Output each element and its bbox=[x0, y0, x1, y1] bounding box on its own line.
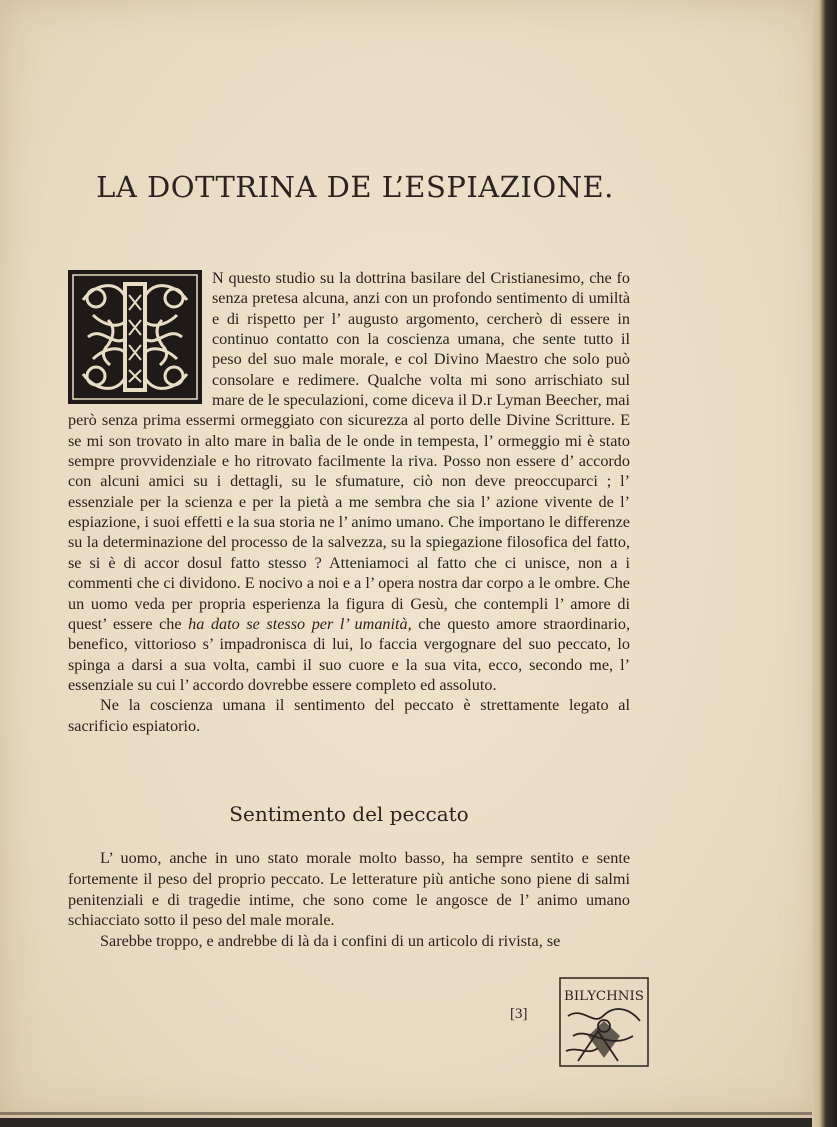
page-number: [3] bbox=[510, 1006, 528, 1022]
bilychnis-vignette-icon bbox=[558, 976, 650, 1068]
paragraph-1-initial: N bbox=[212, 269, 224, 287]
paragraph-2: Ne la coscienza umana il sentimento del peccato è strettamente legato al sacrificio espiatorio. bbox=[68, 696, 630, 735]
section-text bbox=[68, 848, 630, 952]
paragraph-1-text: questo studio su la dottrina basilare del Cristianesimo, che fo senza pretesa alcuna, anzi con un profondo sentimento di umiltà e di rispetto per l’ augusto argomento, cercherò di essere in continuo contatto con la coscienza umana, che sente tutto il peso del suo male morale, e col Divino Maestro che solo può consolare e redimere. Qualche volta mi sono arrischiato sul mare de le speculazioni, come diceva il D.r Lyman Beecher, mai però senza prima essermi ormeggiato con sicurezza al porto delle Divine Scritture. E se mi son trovato in alto mare in balìa de le onde in tempesta, l’ ormeggio mi è stato sempre provvidenziale e ho ritrovato facilmente la riva. Posso non essere d’ accordo con alcuni amici su i dettagli, su le sfumature, ciò non deve preoccuparci ; l’ essenziale per la scienza e per la pietà a me sembra che sia l’ azione vivente de l’ espiazione, i suoi effetti e la sua storia ne l’ animo umano. Che importano le differenze su la determinazione del processo de la salvezza, su la spiegazione filosofica del fatto, se si è di accor dosul fatto stesso ? Atteniamoci al fatto che ci unisce, non a i commenti che ci dividono. E nocivo a noi e a l’ opera nostra dar corpo a le ombre. Che un uomo veda per propria esperienza la figura di Gesù, che contempli l’ amore di quest’ essere che bbox=[68, 269, 630, 633]
decorated-initial-icon bbox=[68, 270, 202, 404]
paragraph-3: L’ uomo, anche in uno stato morale molto basso, ha sempre sentito e sente fortemente il peso del proprio peccato. Le letterature più antiche sono piene di salmi penitenziali e di tragedie intime, che sono come le angosce de l’ animo umano schiacciato sotto il peso del male morale. bbox=[68, 849, 630, 930]
paragraph-1-end: che questo amore straordinario, benefico, vittorioso s’ impadronisca di lui, lo faccia vergognare del suo peccato, lo spinga a darsi a sua volta, cambi il suo cuore e la sua vita, ecco, secondo me, l’ essenziale su cui l’ accordo dovrebbe essere completo ed assoluto. bbox=[68, 614, 630, 694]
page-title: LA DOTTRINA DE L’ESPIAZIONE. bbox=[96, 170, 614, 204]
paragraph-4: Sarebbe troppo, e andrebbe di là da i confini di un articolo di rivista, se bbox=[100, 932, 561, 951]
book-edge bbox=[812, 0, 837, 1127]
vignette-text: BILYCHNIS bbox=[564, 989, 644, 1004]
main-text bbox=[68, 268, 630, 736]
bottom-rule bbox=[0, 1112, 812, 1115]
celtic-knot-initial-icon bbox=[68, 270, 202, 404]
section-heading: Sentimento del peccato bbox=[229, 802, 469, 826]
paragraph-1-italic: ha dato se stesso per l’ umanità, bbox=[188, 614, 412, 633]
